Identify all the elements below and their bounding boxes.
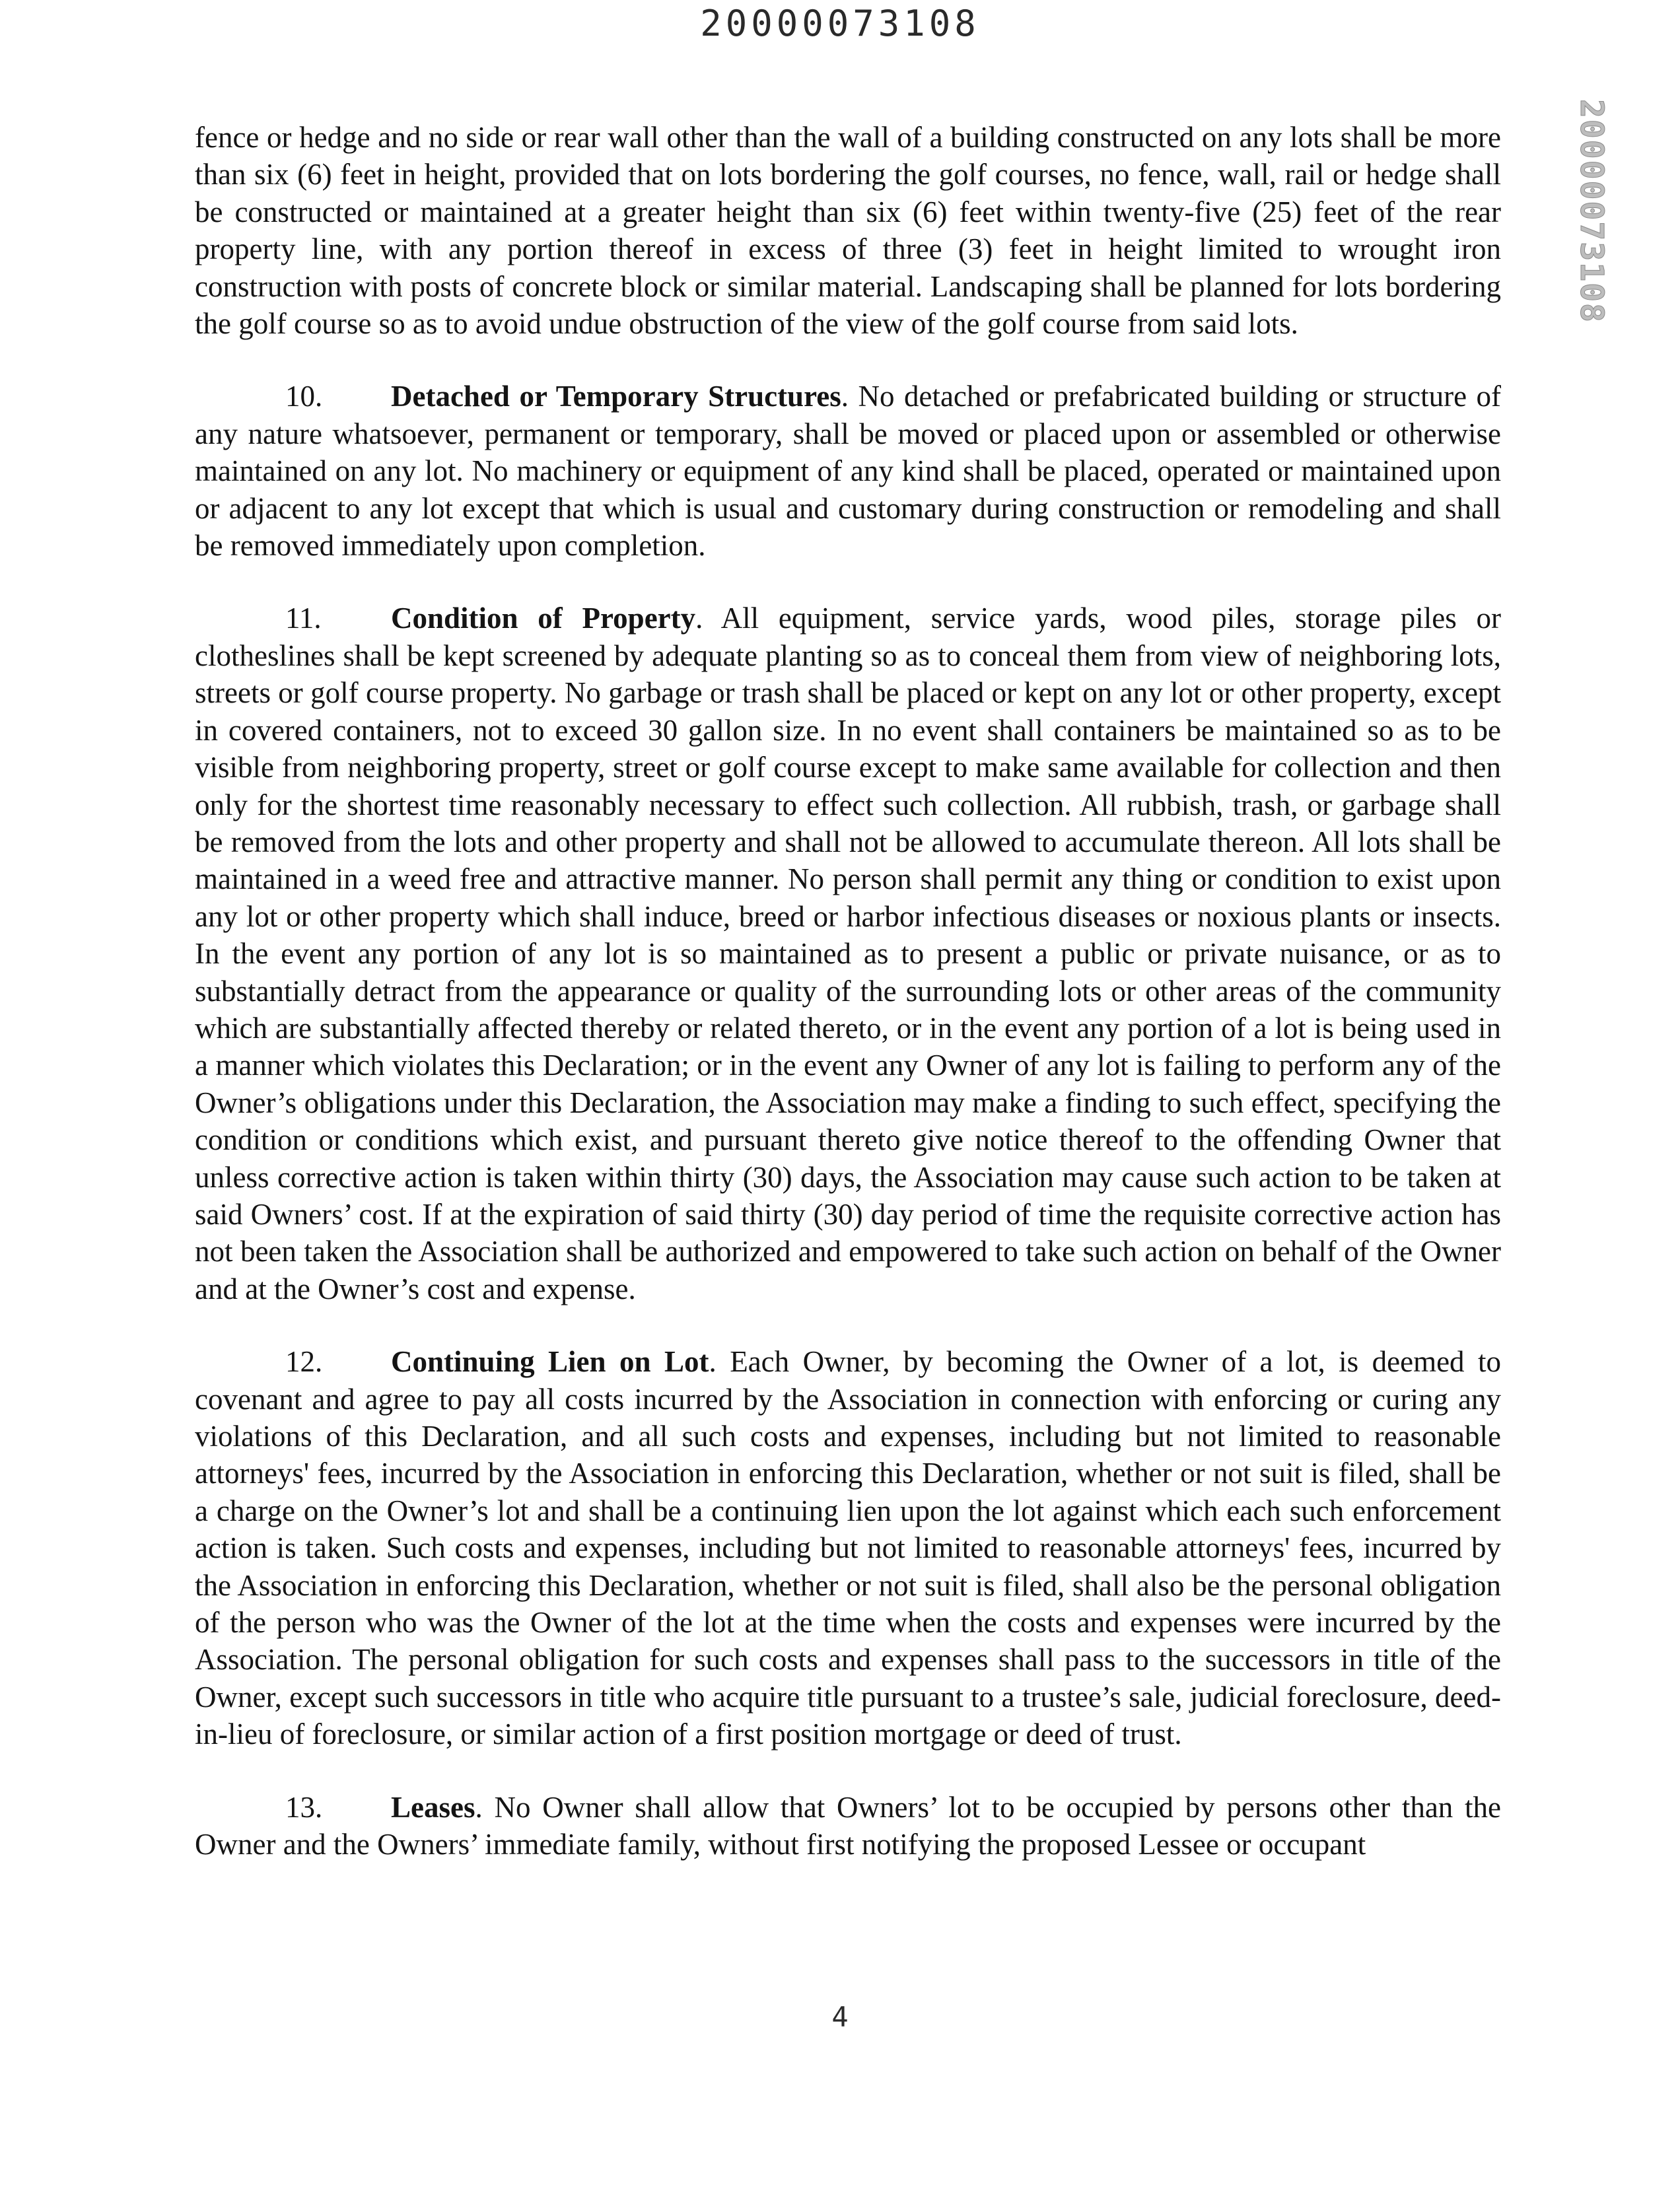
section-number: 12. [285, 1345, 323, 1379]
side-stamp-text: 20000073108 [1573, 99, 1610, 324]
section-11: 11. Condition of Property. All equipment, service yards, wood piles, storage piles or clotheslines shall be kept screened by adequate planting so as to conceal them from view of neighboring lots, streets or golf course property. No garbage or trash shall be placed or kept on any lot or other property, except in covered containers, not to exceed 30 gallon size. In no event shall containers be maintained so as to be visible from neighboring property, street or golf course except to make same available for collection and then only for the shortest time reasonably necessary to effect such collection. All rubbish, trash, or garbage shall be removed from the lots and other property and shall not be allowed to accumulate thereon. All lots shall be maintained in a weed free and attractive manner. No person shall permit any thing or condition to exist upon any lot or other property which shall induce, breed or harbor infectious diseases or noxious plants or insects. In the event any portion of any lot is so maintained as to present a public or private nuisance, or as to substantially detract from the appearance or quality of the surrounding lots or other areas of the community which are substantially affected thereby or related thereto, or in the event any portion of a lot is being used in a manner which violates this Declaration; or in the event any Owner of any lot is failing to perform any of the Owner’s obligations under this Declaration, the Association may make a finding to such effect, specifying the condition or conditions which exist, and pursuant thereto give notice thereof to the offending Owner that unless corrective action is taken within thirty (30) days, the Association may cause such action to be taken at said Owners’ cost. If at the expiration of said thirty (30) day period of time the requisite corrective action has not been taken the Association shall be authorized and empowered to take such action on behalf of the Owner and at the Owner’s cost and expense. [195, 600, 1501, 1307]
document-number: 20000073108 [700, 3, 980, 44]
page-body [195, 119, 1501, 1863]
section-text: Each Owner, by becoming the Owner of a lot, is deemed to covenant and agree to pay all costs incurred by the Association in connection with enforcing or curing any violations of this Declaration, and all such costs and expenses, including but not limited to reasonable attorneys' fees, incurred by the Association in enforcing this Declaration, whether or not suit is filed, shall be a charge on the Owner’s lot and shall be a continuing lien upon the lot against which each such enforcement action is taken. Such costs and expenses, including but not limited to reasonable attorneys' fees, incurred by the Association in enforcing this Declaration, whether or not suit is filed, shall also be the personal obligation of the person who was the Owner of the lot at the time when the costs and expenses were incurred by the Association. The personal obligation for such costs and expenses shall pass to the successors in title of the Owner, except such successors in title who acquire title pursuant to a trustee’s sale, judicial foreclosure, deed-in-lieu of foreclosure, or similar action of a first position mortgage or deed of trust. [195, 1345, 1502, 1751]
section-number: 13. [285, 1790, 323, 1824]
section-10: 10. Detached or Temporary Structures. No detached or prefabricated building or structure of any nature whatsoever, permanent or temporary, shall be moved or placed upon or assembled or otherwise maintained on any lot. No machinery or equipment of any kind shall be placed, operated or maintained upon or adjacent to any lot except that which is usual and customary during construction or remodeling and shall be removed immediately upon completion. [195, 378, 1501, 564]
section-13: 13. Leases. No Owner shall allow that Owners’ lot to be occupied by persons other than the Owner and the Owners’ immediate family, without first notifying the proposed Lessee or occupant [195, 1789, 1501, 1863]
section-title: Continuing Lien on Lot [391, 1345, 709, 1379]
section-text: All equipment, service yards, wood piles, storage piles or clotheslines shall be kept screened by adequate planting so as to conceal them from view of neighboring lots, streets or golf course property. No garbage or trash shall be placed or kept on any lot or other property, except in covered containers, not to exceed 30 gallon size. In no event shall containers be maintained so as to be visible from neighboring property, street or golf course except to make same available for collection and then only for the shortest time reasonably necessary to effect such collection. All rubbish, trash, or garbage shall be removed from the lots and other property and shall not be allowed to accumulate thereon. All lots shall be maintained in a weed free and attractive manner. No person shall permit any thing or condition to exist upon any lot or other property which shall induce, breed or harbor infectious diseases or noxious plants or insects. In the event any portion of any lot is so maintained as to present a public or private nuisance, or as to substantially detract from the appearance or quality of the surrounding lots or other areas of the community which are substantially affected thereby or related thereto, or in the event any portion of a lot is being used in a manner which violates this Declaration; or in the event any Owner of any lot is failing to perform any of the Owner’s obligations under this Declaration, the Association may make a finding to such effect, specifying the condition or conditions which exist, and pursuant thereto give notice thereof to the offending Owner that unless corrective action is taken within thirty (30) days, the Association may cause such action to be taken at said Owners’ cost. If at the expiration of said thirty (30) day period of time the requisite corrective action has not been taken the Association shall be authorized and empowered to take such action on behalf of the Owner and at the Owner’s cost and expense. [195, 602, 1501, 1305]
section-title: Condition of Property [391, 602, 696, 635]
section-12: 12. Continuing Lien on Lot. Each Owner, by becoming the Owner of a lot, is deemed to covenant and agree to pay all costs incurred by the Association in connection with enforcing or curing any violations of this Declaration, and all such costs and expenses, including but not limited to reasonable attorneys' fees, incurred by the Association in enforcing this Declaration, whether or not suit is filed, shall be a charge on the Owner’s lot and shall be a continuing lien upon the lot against which each such enforcement action is taken. Such costs and expenses, including but not limited to reasonable attorneys' fees, incurred by the Association in enforcing this Declaration, whether or not suit is filed, shall also be the personal obligation of the person who was the Owner of the lot at the time when the costs and expenses were incurred by the Association. The personal obligation for such costs and expenses shall pass to the successors in title of the Owner, except such successors in title who acquire title pursuant to a trustee’s sale, judicial foreclosure, deed-in-lieu of foreclosure, or similar action of a first position mortgage or deed of trust. [195, 1343, 1501, 1753]
section-title: Leases [391, 1790, 475, 1824]
section-title: Detached or Temporary Structures [391, 380, 841, 413]
section-text: No Owner shall allow that Owners’ lot to be occupied by persons other than the Owner and the Owners’ immediate family, without first notifying the proposed Lessee or occupant [195, 1790, 1501, 1861]
section-number: 11. [285, 602, 322, 635]
intro-paragraph: fence or hedge and no side or rear wall other than the wall of a building constructed on any lots shall be more than six (6) feet in height, provided that on lots bordering the golf courses, no fence, wall, rail or hedge shall be constructed or maintained at a greater height than six (6) feet within twenty-five (25) feet of the rear property line, with any portion thereof in excess of three (3) feet in height limited to wrought iron construction with posts of concrete block or similar material. Landscaping shall be planned for lots bordering the golf course so as to avoid undue obstruction of the view of the golf course from said lots. [195, 121, 1501, 341]
page-number: 4 [831, 2001, 849, 2033]
section-number: 10. [285, 380, 323, 413]
section-text: No detached or prefabricated building or structure of any nature whatsoever, permanent or temporary, shall be moved or placed upon or assembled or otherwise maintained on any lot. No machinery or equipment of any kind shall be placed, operated or maintained upon or adjacent to any lot except that which is usual and customary during construction or remodeling and shall be removed immediately upon completion. [195, 380, 1502, 563]
side-stamp [1565, 99, 1618, 350]
